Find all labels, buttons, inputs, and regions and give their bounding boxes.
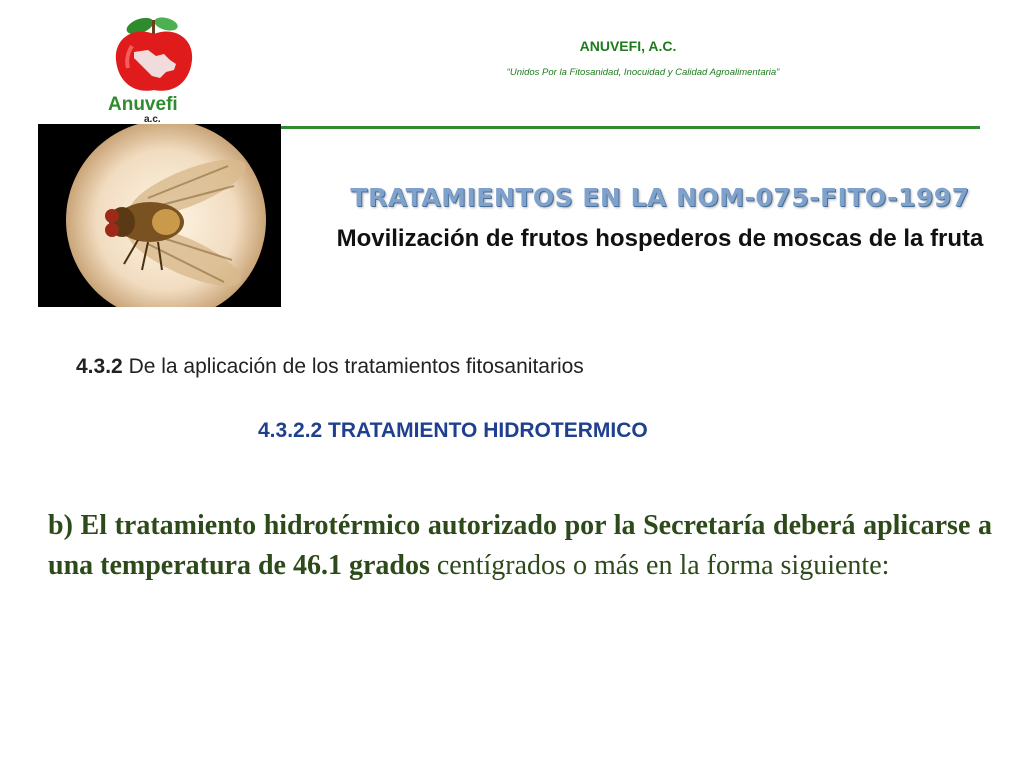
fruit-fly-photo	[38, 124, 281, 307]
body-paragraph	[48, 506, 992, 586]
paragraph-bold: b) El tratamiento hidrotérmico autorizado por la Secretaría deberá aplicarse a una temperatura de 46.1 grados	[48, 510, 992, 581]
section-text: De la aplicación de los tratamientos fitosanitarios	[128, 355, 584, 378]
header-divider	[281, 126, 980, 129]
section-heading	[76, 355, 584, 379]
page-subtitle: Movilización de frutos hospederos de moscas de la fruta	[336, 225, 984, 252]
section-number: 4.3.2	[76, 355, 123, 378]
paragraph-regular: centígrados o más en la forma siguiente:	[429, 550, 890, 581]
logo-sub: a.c.	[144, 114, 161, 124]
apple-mexico-logo-icon	[104, 12, 204, 124]
org-motto: “Unidos Por la Fitosanidad, Inocuidad y Calidad Agroalimentaria”	[506, 67, 780, 78]
fruit-fly-photo-icon	[38, 124, 281, 307]
page-title: TRATAMIENTOS EN LA NOM-075-FITO-1997	[350, 183, 970, 212]
anuvefi-logo	[104, 12, 204, 124]
org-name: ANUVEFI, A.C.	[579, 38, 677, 54]
treatment-heading: 4.3.2.2 TRATAMIENTO HIDROTERMICO	[258, 419, 648, 442]
logo-brand: Anuvefi	[108, 94, 178, 115]
